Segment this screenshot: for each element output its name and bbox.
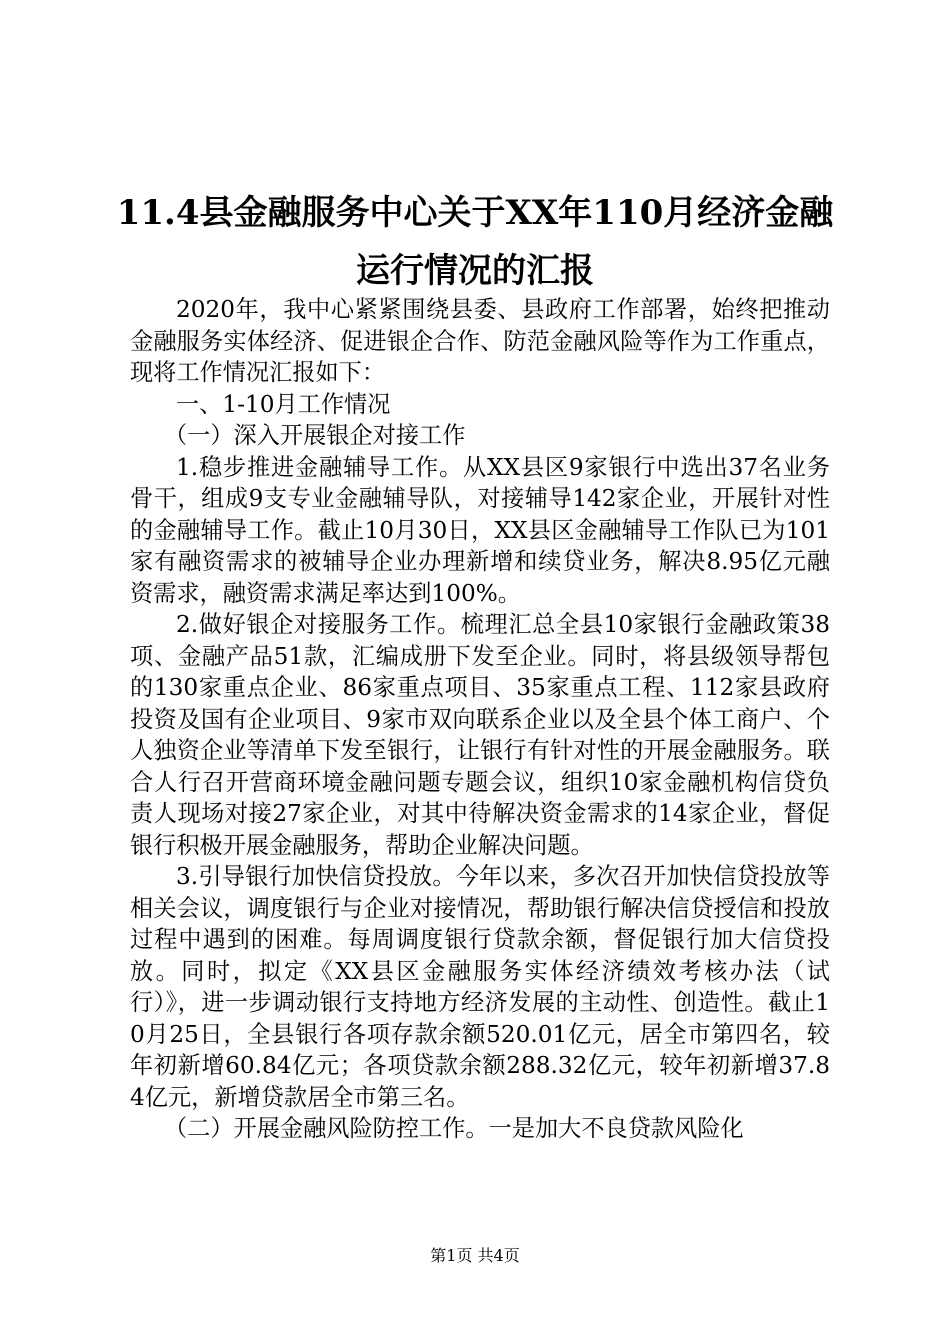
section-heading-1: 一、1-10月工作情况 xyxy=(176,390,391,418)
intro-paragraph: 2020年，我中心紧紧围绕县委、县政府工作部署，始终把推动金融服务实体经济、促进银企合作、防范金融风险等作为工作重点，现将工作情况汇报如下： xyxy=(130,296,830,386)
subsection-paragraph-2: （二）开展金融风险防控工作。一是加大不良贷款风险化 xyxy=(164,1115,744,1142)
subsection-heading-1: （一）深入开展银企对接工作 xyxy=(164,422,466,449)
document-body xyxy=(130,294,830,1145)
page-footer: 第1页 共4页 xyxy=(430,1246,520,1265)
item-paragraph-3: 3.引导银行加快信贷投放。今年以来，多次召开加快信贷投放等相关会议，调度银行与企业对接情况，帮助银行解决信贷授信和投放过程中遇到的困难。每周调度银行贷款余额，督促银行加大信贷投放。同时，拟定《XX县区金融服务实体经济绩效考核办法（试行）》，进一步调动银行支持地方经济发展的主动性、创造性。截止10月25日，全县银行各项存款余额520.01亿元，居全市第四名，较年初新增60.84亿元；各项贷款余额288.32亿元，较年初新增37.84亿元，新增贷款居全市第三名。 xyxy=(130,863,830,1111)
item-paragraph-2: 2.做好银企对接服务工作。梳理汇总全县10家银行金融政策38项、金融产品51款，汇编成册下发至企业。同时，将县级领导帮包的130家重点企业、86家重点项目、35家重点工程、112家县政府投资及国有企业项目、9家市双向联系企业以及全县个体工商户、个人独资企业等清单下发至银行，让银行有针对性的开展金融服务。联合人行召开营商环境金融问题专题会议，组织10家金融机构信贷负责人现场对接27家企业，对其中待解决资金需求的14家企业，督促银行积极开展金融服务，帮助企业解决问题。 xyxy=(130,611,830,859)
item-paragraph-1: 1.稳步推进金融辅导工作。从XX县区9家银行中选出37名业务骨干，组成9支专业金融辅导队，对接辅导142家企业，开展针对性的金融辅导工作。截止10月30日，XX县区金融辅导工作队已为101家有融资需求的被辅导企业办理新增和续贷业务，解决8.95亿元融资需求，融资需求满足率达到100%。 xyxy=(130,453,830,607)
document-title: 11.4县金融服务中心关于XX年110月经济金融运行情况的汇报 xyxy=(116,193,834,291)
